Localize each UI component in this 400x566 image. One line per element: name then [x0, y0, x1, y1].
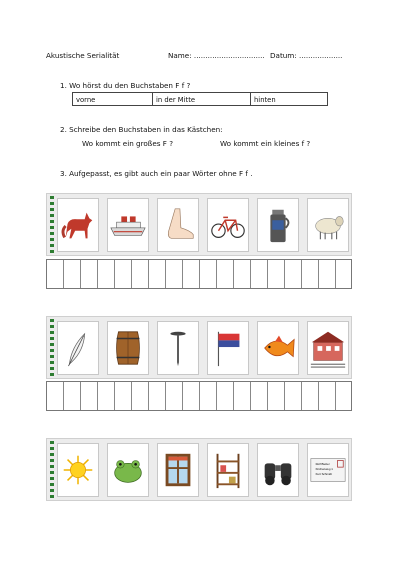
binoculars-picture [257, 443, 299, 497]
position-middle[interactable]: in der Mitte [153, 93, 251, 105]
letter-boxes-row-2[interactable] [46, 381, 352, 411]
letter-address-street: Kirchenweg 1 [315, 467, 333, 471]
date-field[interactable]: Datum: ................... [270, 51, 343, 60]
fox-picture [57, 198, 99, 252]
foot-picture [157, 198, 199, 252]
bicycle-picture [207, 198, 249, 252]
sheep-picture [307, 198, 349, 252]
letter-boxes-row-1[interactable] [46, 259, 352, 289]
picture-row-1 [46, 193, 352, 256]
frog-picture [107, 443, 149, 497]
flag-picture [207, 321, 249, 375]
station-picture [307, 321, 349, 375]
letter-address-name: Rolf Bieber [315, 462, 330, 467]
sun-picture [57, 443, 99, 497]
task-1-text: 1. Wo hörst du den Buchstaben F f ? [60, 81, 191, 90]
fish-picture [257, 321, 299, 375]
task-2-text: 2. Schreibe den Buchstaben in das Kästchen: [60, 125, 223, 134]
window-picture [157, 443, 199, 497]
shelf-picture [207, 443, 249, 497]
task-3-text: 3. Aufgepasst, es gibt auch ein paar Wörter ohne F f . [60, 169, 253, 178]
letter-picture [307, 443, 349, 497]
name-field[interactable]: Name: ............................... [168, 51, 265, 60]
position-table [72, 92, 328, 106]
task-2-capital-line: Wo kommt ein großes F ? [82, 139, 174, 148]
nail-picture [157, 321, 199, 375]
worksheet-title: Akustische Serialität [46, 51, 120, 60]
letter-address-city: Kurt Schmidt [315, 471, 332, 476]
barrel-picture [107, 321, 149, 375]
feather-picture [57, 321, 99, 375]
picture-row-3 [46, 438, 352, 501]
ferry-picture [107, 198, 149, 252]
task-2-lowercase-line: Wo kommt ein kleines f ? [220, 139, 311, 148]
position-end[interactable]: hinten [254, 96, 276, 104]
position-front[interactable]: vorne [73, 93, 153, 105]
picture-row-2 [46, 316, 352, 379]
thermos-flask-picture [257, 198, 299, 252]
